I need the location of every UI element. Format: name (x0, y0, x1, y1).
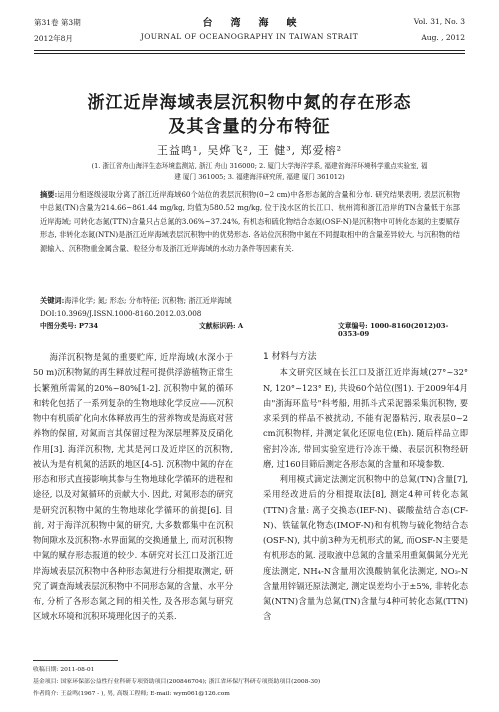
doi: DOI:10.3969/J.ISSN.1000-8160.2012.03.008 (40, 309, 202, 318)
methods-paragraph-1: 本文研究区域在长江口及浙江近岸海域(27°~32° N, 120°~123° E), 共设60个站位(图1). 于2009年4月由"浙海环监号"科考船, 用抓斗式采泥器采集沉积物, 要求采到的样品不被扰动, 不能有泥器粘污, 取表层0~2 cm沉积物样, 并测定氧化还原电位(Eh). 随后样品立即密封冷冻, 带回实验室进行冷冻干燥、表层沉积物经研磨, 过160目筛后测定各形态氮的含量和环境参数. (263, 367, 468, 469)
paper-title-line2: 及其含量的分布特征 (168, 117, 331, 137)
abstract-text: 运用分相逐级浸取分离了浙江近岸海域60个站位的表层沉积物(0~2 cm)中各形态氮的含量和分布. 研究结果表明, 表层沉积物中总氮(TN)含量为214.66~861.44 mg/kg, 均值为580.52 mg/kg, 位于浅水区的长江口、杭州湾和浙江沿岸的TN含量低于东部近岸海域; 可转化态氮(TTN)含量只占总氮的3.06%~37.24%, 有机态和硫化物结合态氮(OSF-N)是沉积物中可转化态氮的主要赋存形态, 非转化态氮(NTN)是浙江近岸海域表层沉积物中的优势形态. 各站位沉积物中氮在不同提取相中的含量差异较大, 与沉积物的结源输入、沉积物重金属含量、粒径分布及浙江近岸海域的水动力条件等因素有关. (40, 190, 460, 253)
header-rule-thin (34, 53, 465, 54)
keywords-text: 海洋化学; 氮; 形态; 分布特征; 沉积物; 浙江近岸海域 (64, 296, 232, 305)
clc-number: 中图分类号: P734 (40, 322, 99, 330)
footnote-funding: 基金项目: 国家环保部公益性行业科研专项资助项目(200846704); 浙江省环保厅科研专项资助项目(2008-30) (33, 679, 321, 685)
abstract (40, 188, 460, 255)
article-id: 文章编号: 1000-8160(2012)03-0353-09 (338, 322, 449, 338)
date-en: Aug. , 2012 (421, 33, 465, 42)
abstract-label: 摘要: (40, 190, 58, 199)
classification-line (40, 320, 460, 338)
header-rule (34, 50, 465, 51)
body-right-column (263, 350, 468, 625)
volume-en: Vol. 31, No. 3 (413, 17, 465, 26)
footnote-received: 收稿日期: 2011-08-01 (33, 667, 95, 673)
affiliations: (1. 浙江省舟山海洋生态环境监测站, 浙江 舟山 316000; 2. 厦门大学海洋学系, 福建省海洋环境科学重点实验室, 福建 厦门 361005; 3. 福建海洋研究所, 福建 厦门 361012) (91, 162, 428, 181)
footnote-rule (33, 660, 118, 661)
authors: 王益鸣¹, 吴烨飞², 王 健³, 郑爱榕² (156, 144, 343, 157)
intro-paragraph: 海洋沉积物是氮的重要贮库, 近岸海域(水深小于50 m)沉积物氮的再生释放过程可提供浮游植物正常生长繁殖所需氮的20%~80%[1-2]. 沉积物中氮的循环和转化包括了一系列复杂的生物地球化学反应——沉积物中有机质矿化向水体释放再生的营养物或是海底对营养物的保留, 对氮而言其保留过程为深层埋葬及反硝化作用[3]. 海洋沉积物, 尤其是河口及近岸区的沉积物, 被认为是有机氮的活跃的地区[4-5]. 沉积物中氮的存在形态和形式直接影响其参与生物地球化学循环的进程和途径, 以及对氮循环的贡献大小. 因此, 对氮形态的研究是研究沉积物中氮的生物地球化学循环的前提[6]. 目前, 对于海洋沉积物中氮的研究, 大多数都集中在沉积物间隙水及沉积物-水界面氮的交换通量上, 而对沉积物中氮的赋存形态报道的较少. 本研究对长江口及浙江近岸海域表层沉积物中各种形态氮进行分相提取测定, 研究了调查海域表层沉积物中不同形态氮的含量、水平分布, 分析了各形态氮之间的相关性, 及各形态氮与研究区域水环境和沉积环境理化因子的关系. (33, 352, 233, 622)
document-code: 文献标识码: A (199, 322, 244, 330)
volume-cn: 第31卷 第3期 (34, 18, 81, 27)
journal-title-cn: 台湾海峡 (202, 18, 315, 29)
journal-title-en: JOURNAL OF OCEANOGRAPHY IN TAIWAN STRAIT (140, 32, 359, 41)
keywords-label: 关键词: (40, 296, 65, 305)
running-header (34, 14, 465, 50)
methods-paragraph-2: 利用模式滴定法测定沉积物中的总氮(TN)含量[7], 采用经改进后的分相提取法[8], 测定4种可转化态氮(TTN)含量: 离子交换态(IEF-N)、碳酸盐结合态(CF-N)、铁锰氧化物态(IMOF-N)和有机物与硫化物结合态(OSF-N), 其中前3种为无机形式的氮, 而OSF-N主要是有机形态的氮. 浸取液中总氮的含量采用重氮偶氮分光光度法测定, NH₄-N含量用次溴酸钠氧化法测定, NO₃-N含量用锌镉还原法测定, 测定误差均小于±5%, 非转化态氮(NTN)含量为总氮(TN)含量与4种可转化态氮(TTN)含 (263, 474, 468, 622)
section-heading: 1 材料与方法 (263, 352, 317, 362)
date-cn: 2012年8月 (34, 34, 73, 43)
footnote-author: 作者简介: 王益鸣(1967 - ), 男, 高级工程师; E-mail: wym061@126.com (33, 691, 230, 697)
body-left-column (33, 350, 233, 625)
paper-title-line1: 浙江近岸海域表层沉积物中氮的存在形态 (87, 93, 412, 113)
keywords (40, 294, 460, 307)
